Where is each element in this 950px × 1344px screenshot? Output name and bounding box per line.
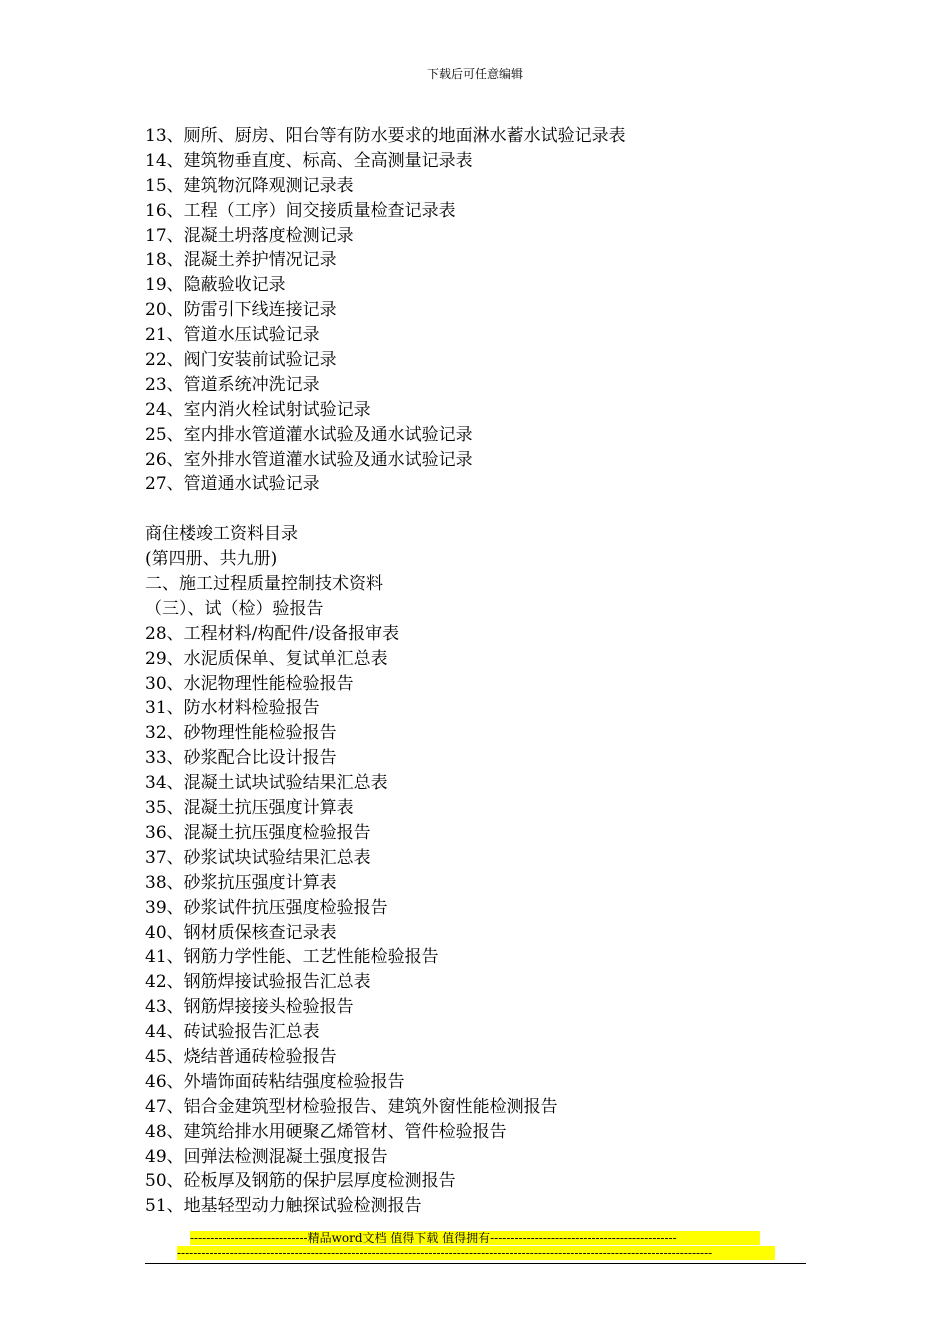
footer-banner-dashes: ------------------------------------------------------------------------------------------------------------------------------------	[177, 1246, 775, 1260]
footer-banner-line-2	[0, 1246, 950, 1263]
list-item: 45、烧结普通砖检验报告	[145, 1046, 337, 1067]
list-item: 22、阀门安装前试验记录	[145, 350, 337, 371]
list-item: 13、厕所、厨房、阳台等有防水要求的地面淋水蓄水试验记录表	[145, 126, 626, 146]
list-item: 47、铝合金建筑型材检验报告、建筑外窗性能检测报告	[145, 1096, 558, 1117]
list-item: 48、建筑给排水用硬聚乙烯管材、管件检验报告	[145, 1121, 507, 1142]
blank-line	[145, 497, 626, 522]
list-item: 40、钢材质保核查记录表	[145, 922, 337, 943]
list-item: 27、管道通水试验记录	[145, 474, 320, 495]
list-item: 34、混凝土试块试验结果汇总表	[145, 773, 388, 794]
list-item: 30、水泥物理性能检验报告	[145, 673, 354, 694]
list-item: 44、砖试验报告汇总表	[145, 1022, 320, 1043]
list-item: 33、砂浆配合比设计报告	[145, 748, 337, 769]
list-item: 51、地基轻型动力触探试验检测报告	[145, 1196, 422, 1217]
list-item: 35、混凝土抗压强度计算表	[145, 798, 354, 819]
list-item: 18、混凝土养护情况记录	[145, 250, 337, 271]
list-item: 24、室内消火栓试射试验记录	[145, 399, 371, 420]
list-item: 二、施工过程质量控制技术资料	[145, 574, 383, 595]
list-item: (第四册、共九册)	[145, 549, 278, 570]
page-header: 下载后可任意编辑	[426, 67, 523, 81]
list-item: 14、建筑物垂直度、标高、全高测量记录表	[145, 150, 473, 171]
list-item: 23、管道系统冲洗记录	[145, 374, 320, 395]
list-item: 28、工程材料/构配件/设备报审表	[145, 623, 400, 644]
list-item: 32、砂物理性能检验报告	[145, 723, 337, 744]
list-item: 39、砂浆试件抗压强度检验报告	[145, 897, 388, 918]
list-item: 21、管道水压试验记录	[145, 325, 320, 346]
list-item: 19、隐蔽验收记录	[145, 275, 286, 296]
list-item: 36、混凝土抗压强度检验报告	[145, 822, 371, 843]
list-item: 31、防水材料检验报告	[145, 698, 320, 719]
list-item: 商住楼竣工资料目录	[145, 524, 298, 545]
list-item: 20、防雷引下线连接记录	[145, 300, 337, 321]
list-item: 29、水泥质保单、复试单汇总表	[145, 648, 388, 669]
document-list	[145, 124, 626, 1219]
list-item: 42、钢筋焊接试验报告汇总表	[145, 972, 371, 993]
list-item: 38、砂浆抗压强度计算表	[145, 872, 337, 893]
footer-rule	[145, 1263, 806, 1264]
list-item: 17、混凝土坍落度检测记录	[145, 225, 354, 246]
footer-banner-text: -----------------------------精品word文档 值得下载 值得拥有----------------------------------------------	[190, 1231, 760, 1245]
list-item: 43、钢筋焊接接头检验报告	[145, 997, 354, 1018]
list-item: 49、回弹法检测混凝土强度报告	[145, 1146, 388, 1167]
list-item: （三）、试（检）验报告	[145, 598, 324, 619]
list-item: 16、工程（工序）间交接质量检查记录表	[145, 200, 456, 221]
list-item: 46、外墙饰面砖粘结强度检验报告	[145, 1071, 405, 1092]
list-item: 15、建筑物沉降观测记录表	[145, 175, 354, 196]
list-item: 41、钢筋力学性能、工艺性能检验报告	[145, 947, 439, 968]
list-item: 50、砼板厚及钢筋的保护层厚度检测报告	[145, 1171, 456, 1192]
list-item: 37、砂浆试块试验结果汇总表	[145, 847, 371, 868]
list-item: 26、室外排水管道灌水试验及通水试验记录	[145, 449, 473, 470]
list-item: 25、室内排水管道灌水试验及通水试验记录	[145, 424, 473, 445]
